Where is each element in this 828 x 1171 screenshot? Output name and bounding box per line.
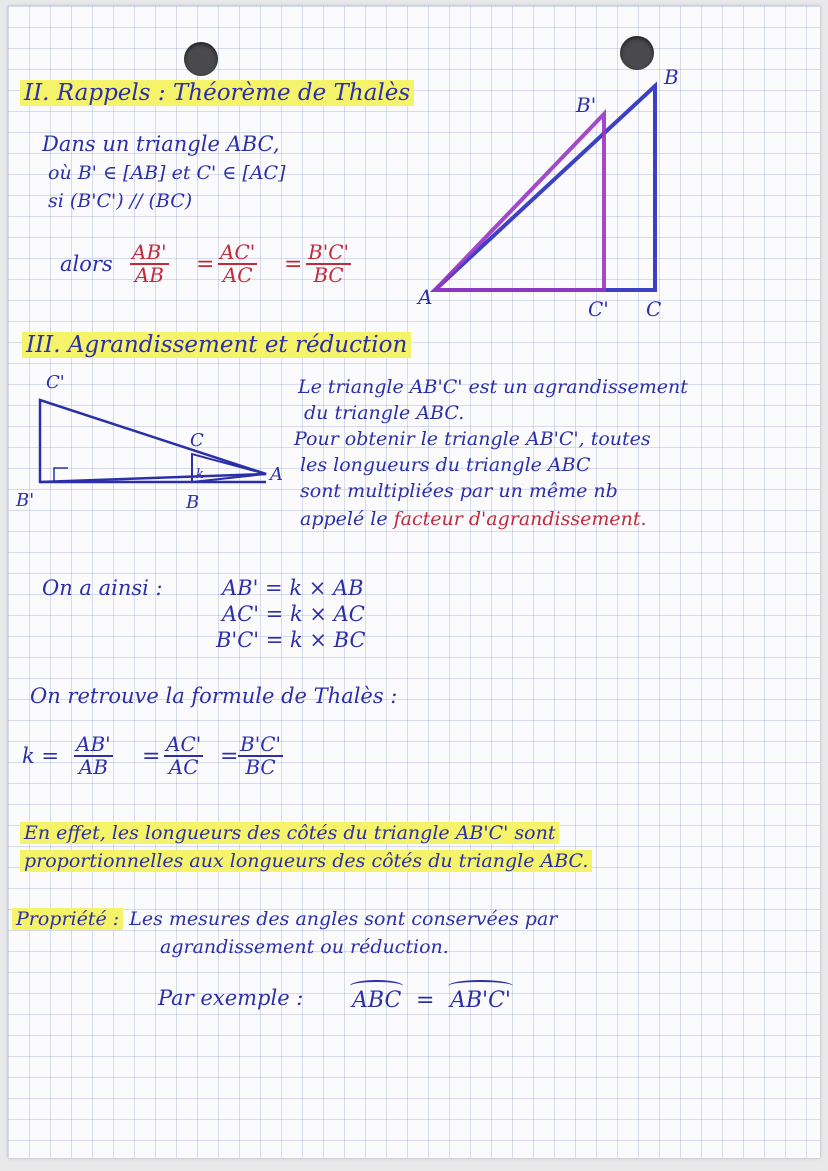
propriete-line: Propriété : Les mesures des angles sont conservées par	[12, 910, 557, 929]
relation-line: AC' = k × AC	[222, 602, 365, 626]
angle-ab-prime-c-prime: AB'C'	[450, 988, 511, 1013]
en-effet-line: En effet, les longueurs des côtés du triangle AB'C' sont	[20, 824, 559, 843]
on-retrouve: On retrouve la formule de Thalès :	[30, 684, 398, 708]
relation-line: B'C' = k × BC	[216, 628, 366, 652]
section2-line1: Dans un triangle ABC,	[42, 132, 280, 156]
thales-fraction-2: $\frac{AC'}{AC}$	[220, 240, 256, 287]
equals-sign: =	[284, 252, 303, 277]
label-b-prime: B'	[576, 93, 597, 117]
paragraph-line: Pour obtenir le triangle AB'C', toutes	[294, 428, 651, 450]
punch-hole-right	[620, 36, 654, 70]
label-a: A	[270, 464, 283, 485]
section3-title: III. Agrandissement et réduction	[22, 334, 411, 357]
triangle-abc	[435, 86, 655, 290]
k-prefix: k =	[22, 744, 59, 768]
label-k: k	[196, 467, 204, 482]
facteur-agrandissement: facteur d'agrandissement.	[393, 508, 647, 530]
section2-line2: où B' ∈ [AB] et C' ∈ [AC]	[48, 162, 286, 184]
equals-sign: =	[220, 744, 239, 769]
k-fraction-3: $\frac{B'C'}{BC}$	[240, 732, 281, 779]
label-c: C	[646, 297, 662, 321]
angle-abc: ABC	[352, 988, 402, 1013]
en-effet-line: proportionnelles aux longueurs des côtés du triangle ABC.	[20, 852, 592, 871]
punch-hole-left	[184, 42, 218, 76]
thales-fraction-1: $\frac{AB'}{AB}$	[132, 240, 167, 287]
paragraph-line: sont multipliées par un même nb	[300, 480, 618, 502]
equals-sign: =	[142, 744, 161, 769]
paragraph-line: les longueurs du triangle ABC	[300, 454, 591, 476]
label-b-prime: B'	[16, 490, 35, 511]
triangle-ab-prime-c-prime	[40, 400, 266, 482]
section2-line3: si (B'C') // (BC)	[48, 190, 193, 212]
triangle-ab-prime-c-prime	[435, 114, 604, 290]
label-a: A	[418, 285, 433, 309]
label-c: C	[190, 430, 204, 451]
equals-sign: =	[416, 988, 435, 1013]
par-exemple: Par exemple :	[158, 986, 304, 1010]
enlargement-figure	[14, 362, 284, 512]
thales-fraction-3: $\frac{B'C'}{BC}$	[308, 240, 349, 287]
k-fraction-1: $\frac{AB'}{AB}$	[76, 732, 111, 779]
propriete-line-2: agrandissement ou réduction.	[160, 936, 449, 958]
relation-line: AB' = k × AB	[222, 576, 364, 600]
propriete-label: Propriété :	[12, 908, 123, 930]
paragraph-line-appele: appelé le facteur d'agrandissement.	[300, 508, 647, 530]
label-b: B	[664, 66, 679, 89]
on-a-ainsi: On a ainsi :	[42, 576, 163, 600]
label-c-prime: C'	[46, 372, 65, 393]
alors-label: alors	[60, 252, 113, 276]
label-c-prime: C'	[588, 297, 609, 321]
label-b: B	[186, 492, 200, 512]
paragraph-line: Le triangle AB'C' est un agrandissement	[298, 376, 688, 398]
k-fraction-2: $\frac{AC'}{AC}$	[166, 732, 202, 779]
paragraph-line: du triangle ABC.	[304, 402, 465, 424]
notebook-page	[8, 6, 820, 1158]
section2-title: II. Rappels : Théorème de Thalès	[20, 82, 414, 105]
equals-sign: =	[196, 252, 215, 277]
thales-figure	[408, 66, 708, 326]
